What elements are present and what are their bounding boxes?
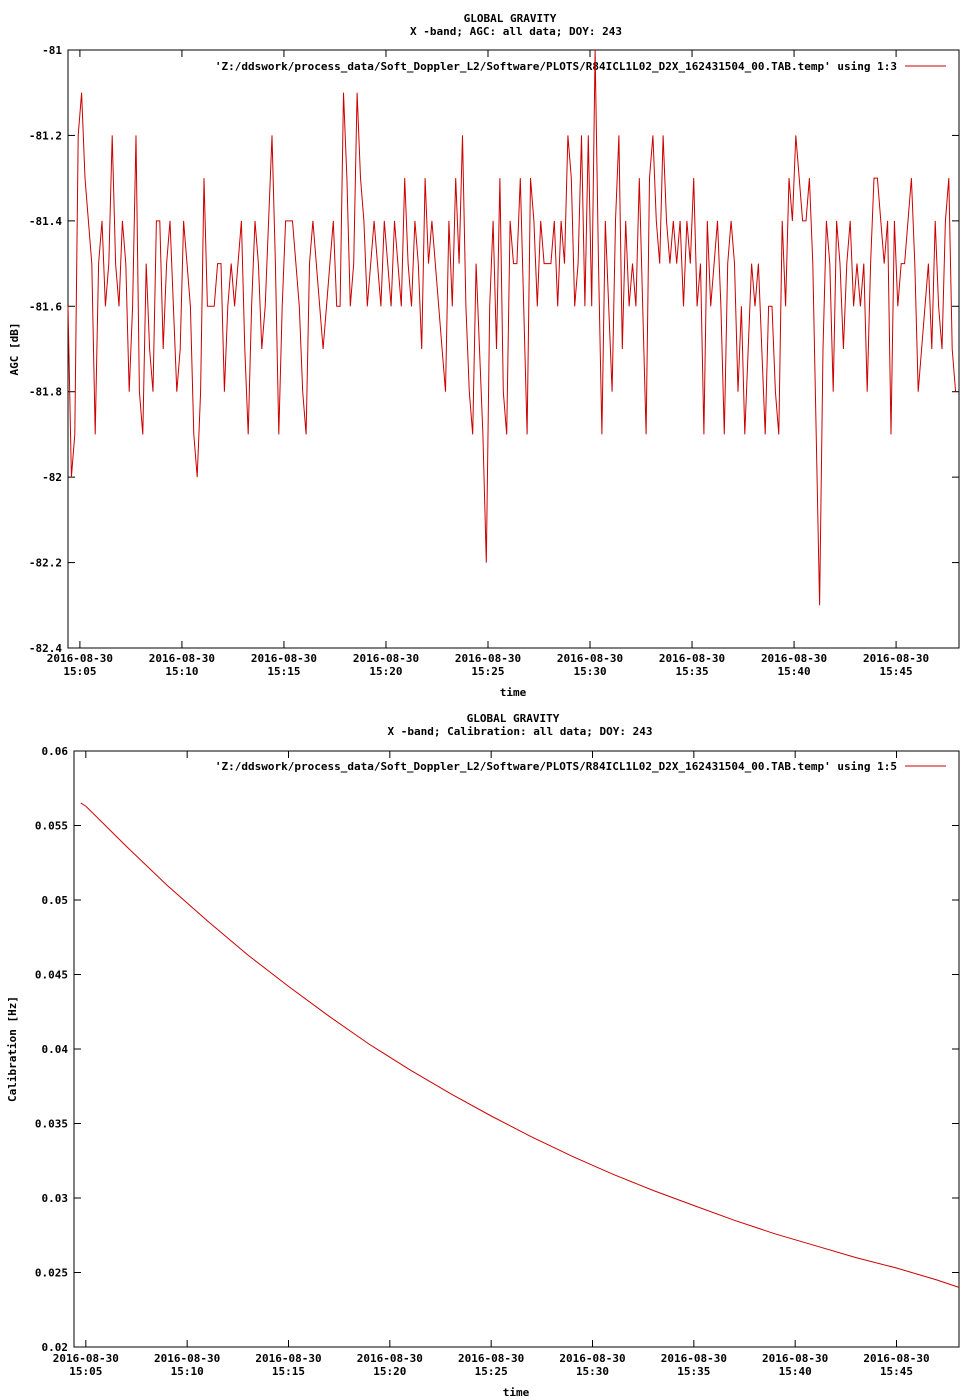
x-tick-label-date: 2016-08-30: [658, 652, 726, 665]
y-tick-label: 0.055: [34, 819, 68, 833]
y-tick-label: 0.035: [34, 1117, 68, 1131]
y-ticks: [35, 745, 959, 1354]
y-tick-label: 0.04: [41, 1043, 68, 1056]
series-line-calibration: [81, 803, 959, 1287]
x-tick-label-date: 2016-08-30: [154, 1352, 221, 1365]
x-tick-label-time: 15:10: [170, 1365, 204, 1378]
x-tick-label-time: 15:45: [879, 665, 913, 678]
x-tick-label-date: 2016-08-30: [356, 1352, 423, 1365]
x-tick-label-date: 2016-08-30: [250, 652, 318, 665]
x-tick-label-date: 2016-08-30: [762, 1352, 829, 1365]
legend-label: 'Z:/ddswork/process_data/Soft_Doppler_L2/Software/PLOTS/R84ICL1L02_D2X_162431504_00.TAB.temp' using 1:5: [214, 760, 897, 773]
y-tick-label: -81.6: [28, 300, 62, 314]
x-tick-label-time: 15:40: [777, 665, 811, 678]
y-tick-label: 0.02: [41, 1341, 68, 1354]
x-tick-label-time: 15:25: [471, 665, 505, 678]
y-axis-label: Calibration [Hz]: [6, 996, 19, 1102]
x-tick-label-date: 2016-08-30: [255, 1352, 322, 1365]
y-ticks: [29, 44, 959, 655]
x-tick-label-time: 15:25: [474, 1365, 508, 1378]
x-tick-label-time: 15:15: [271, 1365, 306, 1378]
y-tick-label: -81.2: [28, 129, 62, 143]
plot-frame: [74, 751, 959, 1347]
x-tick-label-date: 2016-08-30: [760, 652, 828, 665]
x-tick-label-time: 15:15: [267, 665, 301, 678]
x-tick-label-date: 2016-08-30: [559, 1352, 626, 1365]
x-tick-label-date: 2016-08-30: [863, 1352, 930, 1365]
y-tick-label: -82.4: [28, 642, 62, 655]
legend-label: 'Z:/ddswork/process_data/Soft_Doppler_L2/Software/PLOTS/R84ICL1L02_D2X_162431504_00.TAB.temp' using 1:3: [214, 60, 897, 73]
series-line-agc: [68, 50, 956, 605]
x-tick-label-time: 15:05: [63, 665, 97, 678]
x-tick-label-time: 15:05: [69, 1365, 103, 1378]
x-tick-label-time: 15:20: [369, 665, 403, 678]
x-tick-label-date: 2016-08-30: [46, 652, 114, 665]
x-tick-label-date: 2016-08-30: [148, 652, 216, 665]
x-tick-label-time: 15:35: [675, 665, 709, 678]
x-tick-label-time: 15:30: [575, 1365, 610, 1378]
x-tick-label-date: 2016-08-30: [352, 652, 420, 665]
agc-chart: [8, 12, 959, 699]
y-tick-label: 0.05: [41, 894, 68, 907]
chart-title: GLOBAL GRAVITY: [463, 12, 557, 25]
x-ticks: [53, 751, 930, 1378]
x-tick-label-date: 2016-08-30: [52, 1352, 119, 1365]
x-tick-label-time: 15:45: [879, 1365, 914, 1378]
chart-subtitle: X -band; AGC: all data; DOY: 243: [410, 25, 622, 38]
x-tick-label-time: 15:20: [373, 1365, 407, 1378]
y-tick-label: 0.03: [41, 1192, 68, 1205]
legend: [215, 60, 946, 73]
x-tick-label-time: 15:10: [165, 665, 199, 678]
x-tick-label-date: 2016-08-30: [454, 652, 522, 665]
x-tick-label-time: 15:40: [778, 1365, 812, 1378]
y-tick-label: 0.045: [34, 968, 68, 982]
x-tick-label-date: 2016-08-30: [458, 1352, 525, 1365]
y-axis-label: AGC [dB]: [8, 322, 21, 376]
calibration-chart: [6, 712, 959, 1399]
x-tick-label-time: 15:35: [677, 1365, 711, 1378]
chart-title: GLOBAL GRAVITY: [466, 712, 560, 725]
x-tick-label-date: 2016-08-30: [660, 1352, 727, 1365]
y-tick-label: 0.025: [34, 1266, 68, 1280]
y-tick-label: -81.8: [28, 385, 62, 399]
x-tick-label-date: 2016-08-30: [556, 652, 624, 665]
x-tick-label-date: 2016-08-30: [862, 652, 930, 665]
x-axis-label: time: [499, 686, 527, 699]
x-axis-label: time: [502, 1386, 530, 1399]
x-tick-label-time: 15:30: [573, 665, 607, 678]
y-tick-label: -81.4: [28, 214, 62, 228]
y-tick-label: -82.2: [28, 556, 62, 570]
y-tick-label: 0.06: [41, 745, 68, 758]
chart-subtitle: X -band; Calibration: all data; DOY: 243: [387, 725, 653, 738]
legend: [215, 760, 946, 773]
y-tick-label: -82: [42, 471, 62, 485]
y-tick-label: -81: [42, 44, 62, 57]
